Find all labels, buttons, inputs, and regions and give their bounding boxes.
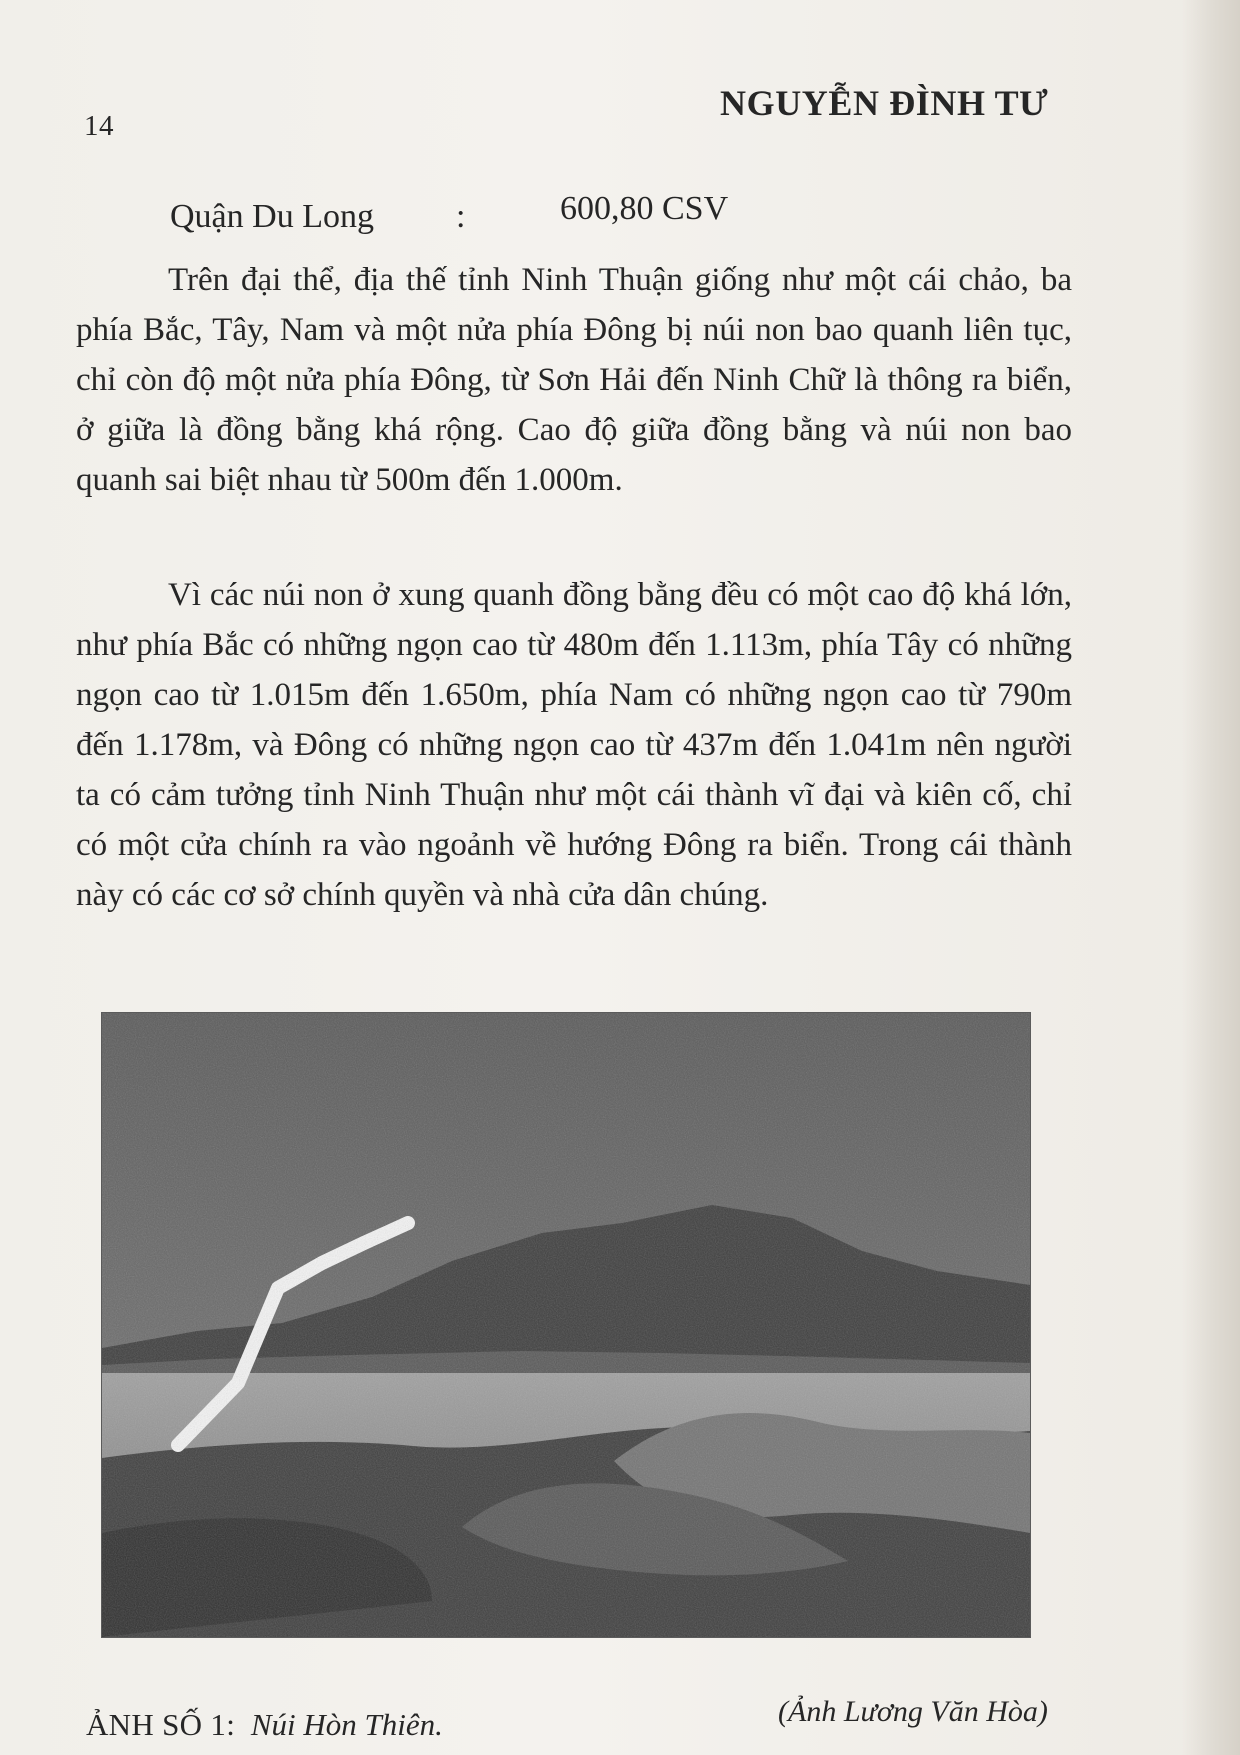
district-summary-row bbox=[170, 190, 970, 242]
figure-caption-label: ẢNH SỐ 1: bbox=[86, 1707, 236, 1742]
mountain-photo bbox=[101, 1012, 1031, 1638]
figure-caption bbox=[86, 1707, 443, 1743]
figure-credit: (Ảnh Lương Văn Hòa) bbox=[778, 1695, 1048, 1728]
paragraph-mountain-heights: Vì các núi non ở xung quanh đồng bằng đều có một cao độ khá lớn, như phía Bắc có những ngọn cao từ 480m đến 1.113m, phía Tây có những ngọn cao từ 1.015m đến 1.650m, phía Nam có những ngọn cao từ 790m đến 1.178m, và Đông có những ngọn cao từ 437m đến 1.041m nên người ta có cảm tưởng tỉnh Ninh Thuận như một cái thành vĩ đại và kiên cố, chỉ có một cửa chính ra vào ngoảnh về hướng Đông ra biển. Trong cái thành này có các cơ sở chính quyền và nhà cửa dân chúng. bbox=[76, 577, 1072, 913]
district-value: 600,80 CSV bbox=[560, 190, 729, 227]
district-separator: : bbox=[456, 198, 466, 235]
mountain-photo-illustration bbox=[102, 1013, 1030, 1637]
paragraph-terrain-overview: Trên đại thể, địa thế tỉnh Ninh Thuận giống như một cái chảo, ba phía Bắc, Tây, Nam và một nửa phía Đông bị núi non bao quanh liên tục, chỉ còn độ một nửa phía Đông, từ Sơn Hải đến Ninh Chữ là thông ra biển, ở giữa là đồng bằng khá rộng. Cao độ giữa đồng bằng và núi non bao quanh sai biệt nhau từ 500m đến 1.000m. bbox=[76, 262, 1072, 498]
figure-caption-title: Núi Hòn Thiên. bbox=[250, 1707, 443, 1742]
running-header: NGUYỄN ĐÌNH TƯ bbox=[720, 83, 1049, 123]
district-name: Quận Du Long bbox=[170, 198, 374, 235]
page-edge-shadow bbox=[1182, 0, 1240, 1755]
page-number: 14 bbox=[84, 110, 114, 142]
